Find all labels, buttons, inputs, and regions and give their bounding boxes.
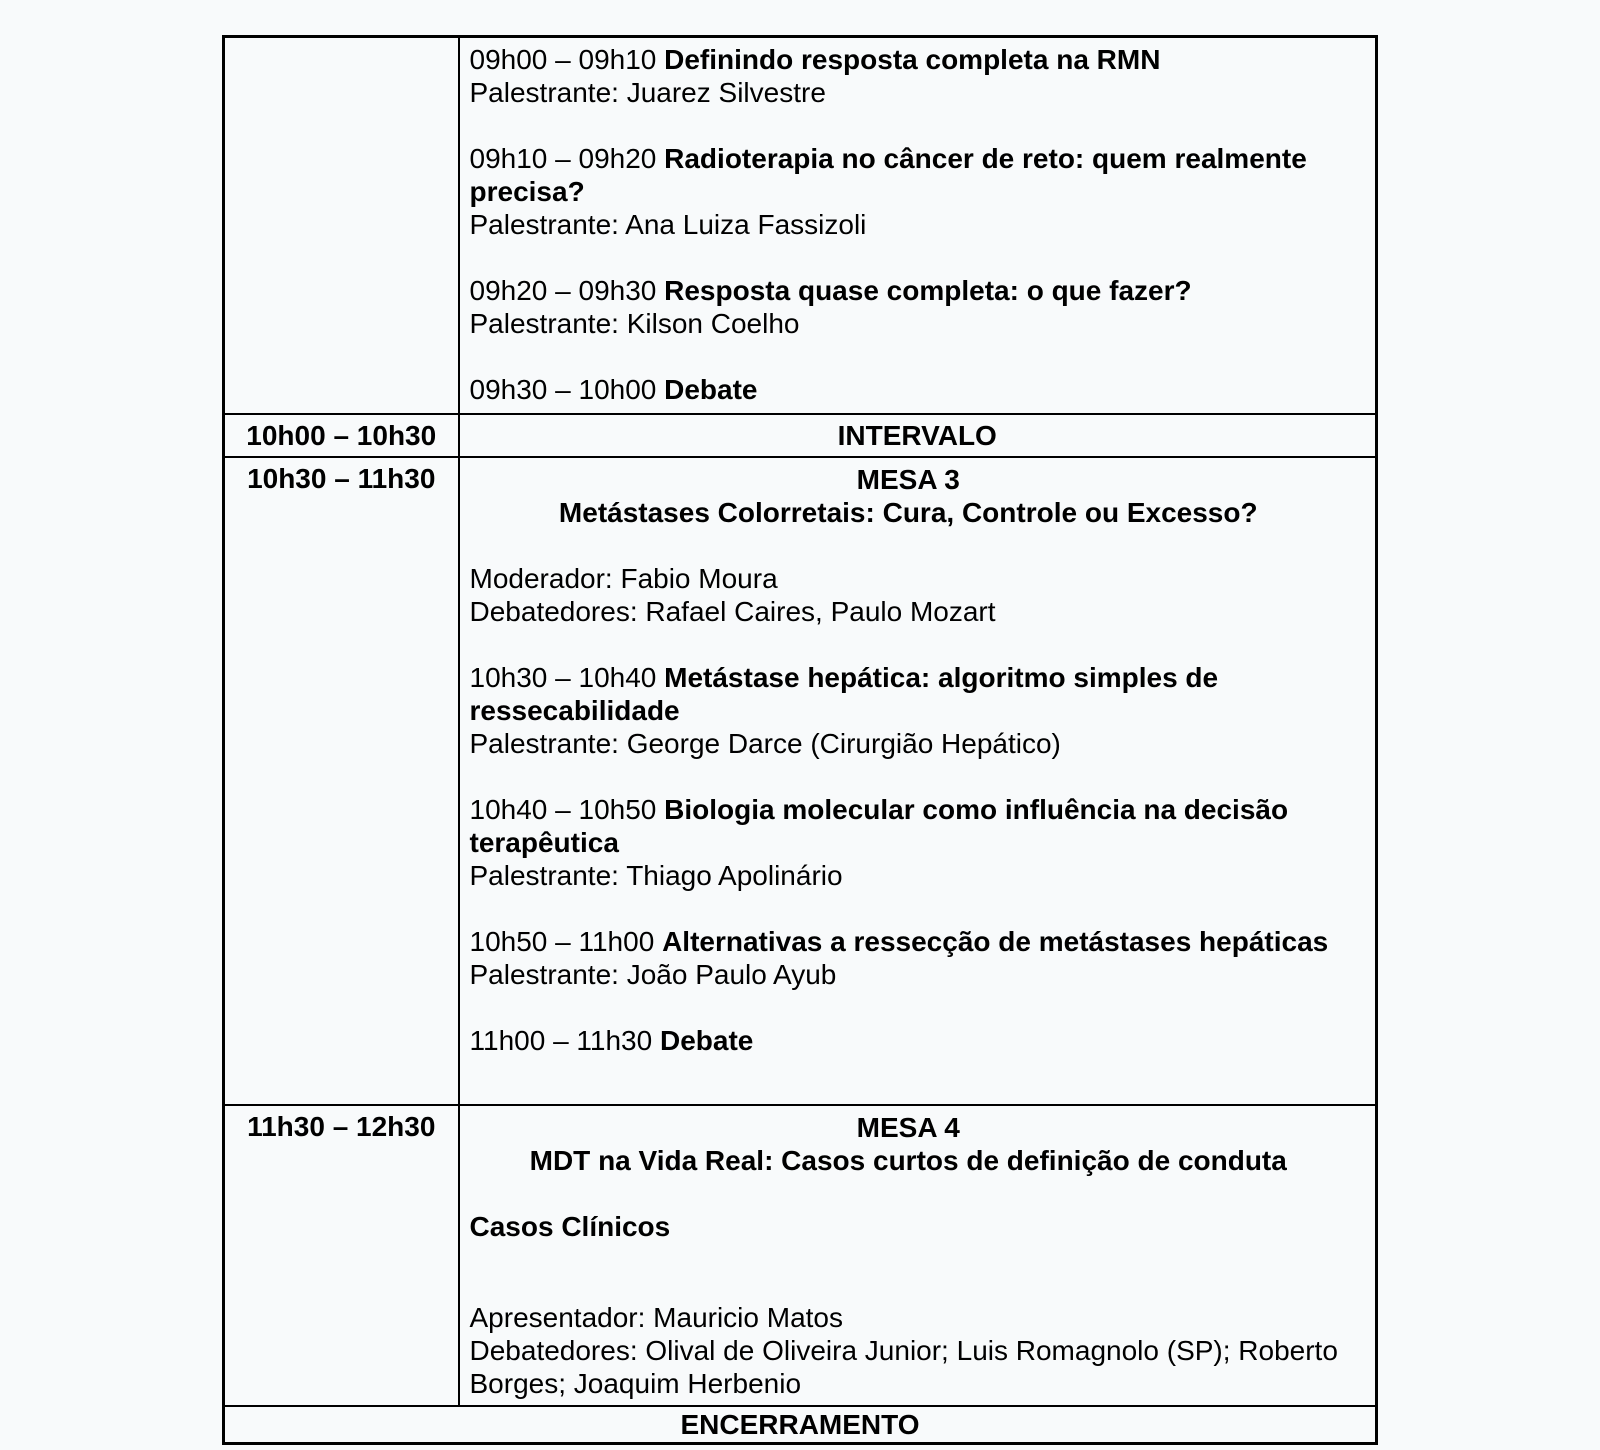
time-cell: 11h30 – 12h30 [224,1105,459,1406]
debate-line [470,1024,1348,1057]
spacer [470,892,1348,925]
session-speaker: Palestrante: Thiago Apolinário [469,859,843,891]
spacer [470,628,1348,661]
mesa-subtitle: Metástases Colorretais: Cura, Controle ou Excesso? [558,496,1258,528]
session-time: 09h10 – 09h20 [469,143,657,174]
session-time: 10h40 – 10h50 [469,793,657,825]
spacer [470,529,1348,562]
session-title-line [470,43,1348,76]
table-row-mesa3 [224,457,1377,1105]
session-title-line [470,925,1348,958]
session-title: Alternativas a ressecção de metástases hepáticas [662,925,1329,957]
time-cell-empty [224,37,459,414]
time-cell: 10h00 – 10h30 [224,414,459,457]
session-title: Debate [659,1024,754,1056]
mesa-subtitle: MDT na Vida Real: Casos curtos de definição de conduta [529,1144,1287,1176]
session-time: 09h00 – 09h10 [469,44,657,75]
spacer [470,1243,1348,1301]
mesa3-cell [459,457,1377,1105]
session-time: 09h30 – 10h00 [469,374,657,405]
closing-cell: ENCERRAMENTO [224,1406,1377,1444]
session-title: Definindo resposta completa na RMN [664,44,1161,75]
session-speaker: Palestrante: George Darce (Cirurgião Hepático) [469,727,1061,759]
moderator-line: Moderador: Fabio Moura [469,562,778,594]
session-title-line [470,142,1348,208]
session-time: 10h30 – 10h40 [469,661,657,693]
table-row-morning-sessions [224,37,1377,414]
mesa4-cell [459,1105,1377,1406]
spacer [470,109,1348,142]
session-title: Resposta quase completa: o que fazer? [664,275,1192,306]
session-title: Biologia molecular como influência na decisão terapêutica [469,793,1289,858]
session-title-line [470,793,1348,859]
session-title: Debate [664,374,758,405]
session-title: Radioterapia no câncer de reto: quem realmente precisa? [469,143,1307,207]
session-speaker: Palestrante: João Paulo Ayub [469,958,837,990]
debaters-line: Debatedores: Olival de Oliveira Junior; Luis Romagnolo (SP); Roberto Borges; Joaquim Herbenio [469,1334,1338,1399]
session-title-line [470,274,1348,307]
session-speaker: Palestrante: Ana Luiza Fassizoli [469,209,867,240]
schedule-table [222,35,1378,1445]
session-time: 11h00 – 11h30 [469,1024,653,1056]
table-row-intervalo [224,414,1377,457]
intervalo-cell: INTERVALO [459,414,1377,457]
table-row-mesa4 [224,1105,1377,1406]
debaters-line: Debatedores: Rafael Caires, Paulo Mozart [469,595,996,627]
session-speaker: Palestrante: Kilson Coelho [469,308,800,339]
table-row-closing [224,1406,1377,1444]
session-time: 09h20 – 09h30 [469,275,657,306]
mesa-heading: MESA 3 [856,463,960,495]
section-label: Casos Clínicos [469,1210,671,1242]
morning-sessions-cell [459,37,1377,414]
spacer [470,340,1348,373]
session-title: Metástase hepática: algoritmo simples de ressecabilidade [469,661,1219,726]
session-time: 10h50 – 11h00 [469,925,655,957]
spacer [470,1177,1348,1210]
debate-line [470,373,1348,406]
time-cell: 10h30 – 11h30 [224,457,459,1105]
spacer [470,241,1348,274]
spacer [470,760,1348,793]
session-speaker: Palestrante: Juarez Silvestre [469,77,826,108]
session-title-line [470,661,1348,727]
mesa-heading: MESA 4 [856,1111,960,1143]
presenter-line: Apresentador: Mauricio Matos [469,1301,844,1333]
spacer [470,991,1348,1024]
